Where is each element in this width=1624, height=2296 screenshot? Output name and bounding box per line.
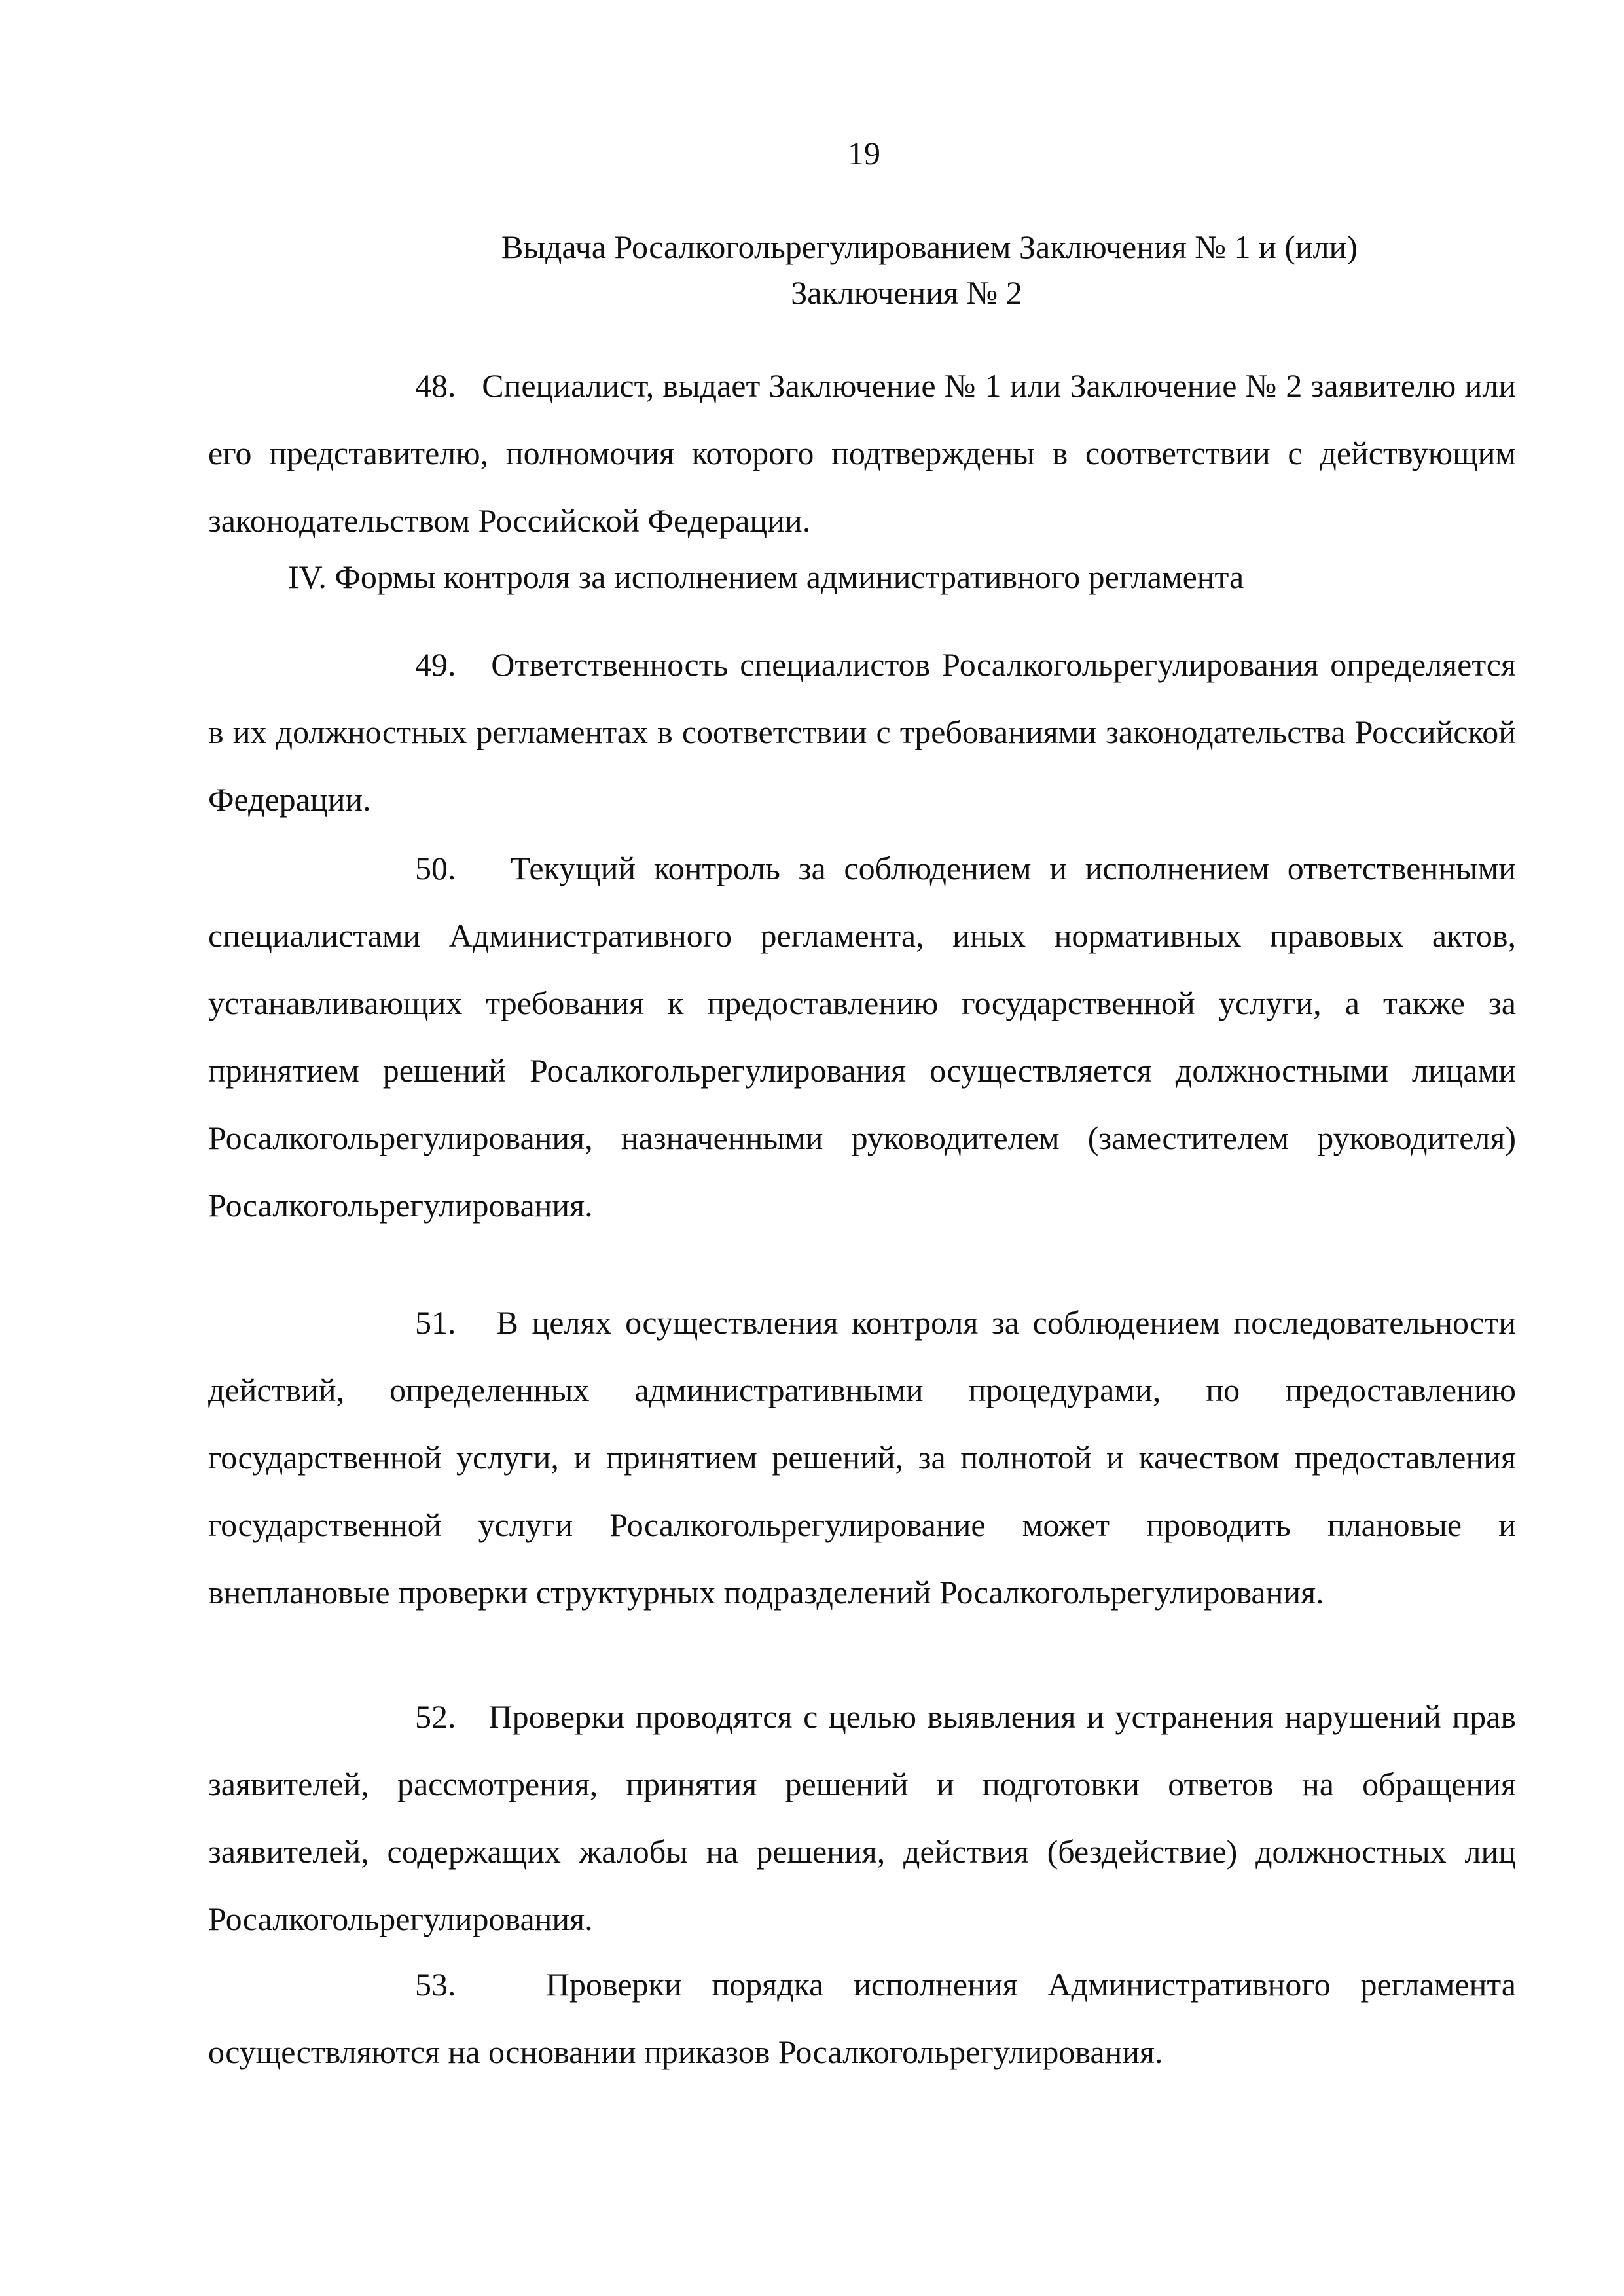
paragraph-number: 48.: [415, 367, 456, 404]
section-title: IV. Формы контроля за исполнением административного регламента: [288, 558, 1244, 595]
paragraph-number: 50.: [415, 850, 456, 886]
paragraph-number: 53.: [415, 1966, 456, 2003]
paragraph-53: [208, 1951, 1516, 2086]
paragraph-number: 49.: [415, 646, 456, 683]
paragraph-text: Специалист, выдает Заключение № 1 или Заключение № 2 заявителю или его представителю, полномочия которого подтверждены в соответствии с действующим законодательством Российской Федерации.: [208, 367, 1517, 539]
paragraph-text: Проверки проводятся с целью выявления и устранения нарушений прав заявителей, рассмотрения, принятия решений и подготовки ответов на обращения заявителей, содержащих жалобы на решения, действия (бездействие) должностных лиц Росалкогольрегулирования.: [208, 1698, 1516, 1937]
heading-line-1: Выдача Росалкогольрегулированием Заключения № 1 и (или): [501, 228, 1358, 265]
paragraph-text: Ответственность специалистов Росалкогольрегулирования определяется в их должностных регламентах в соответствии с требованиями законодательства Российской Федерации.: [208, 646, 1516, 818]
paragraph-48: [208, 352, 1516, 555]
paragraph-text: В целях осуществления контроля за соблюдением последовательности действий, определенных административными процедурами, по предоставлению государственной услуги, и принятием решений, за полнотой и качеством предоставления государственной услуги Росалкогольрегулирование может проводить плановые и внеплановые проверки структурных подразделений Росалкогольрегулирования.: [208, 1304, 1516, 1611]
paragraph-text: Проверки порядка исполнения Административного регламента осуществляются на основании приказов Росалкогольрегулирования.: [208, 1966, 1516, 2070]
paragraph-number: 52.: [415, 1698, 456, 1735]
page-number: 19: [848, 135, 880, 172]
paragraph-51: [208, 1289, 1516, 1626]
heading-line-2: Заключения № 2: [791, 274, 1022, 311]
paragraph-52: [208, 1683, 1516, 1953]
paragraph-number: 51.: [415, 1304, 456, 1341]
paragraph-50: [208, 835, 1516, 1239]
paragraph-text: Текущий контроль за соблюдением и исполнением ответственными специалистами Административного регламента, иных нормативных правовых актов, устанавливающих требования к предоставлению государственной услуги, а также за принятием решений Росалкогольрегулирования осуществляется должностными лицами Росалкогольрегулирования, назначенными руководителем (заместителем руководителя) Росалкогольрегулирования.: [208, 850, 1516, 1224]
paragraph-49: [208, 631, 1516, 833]
